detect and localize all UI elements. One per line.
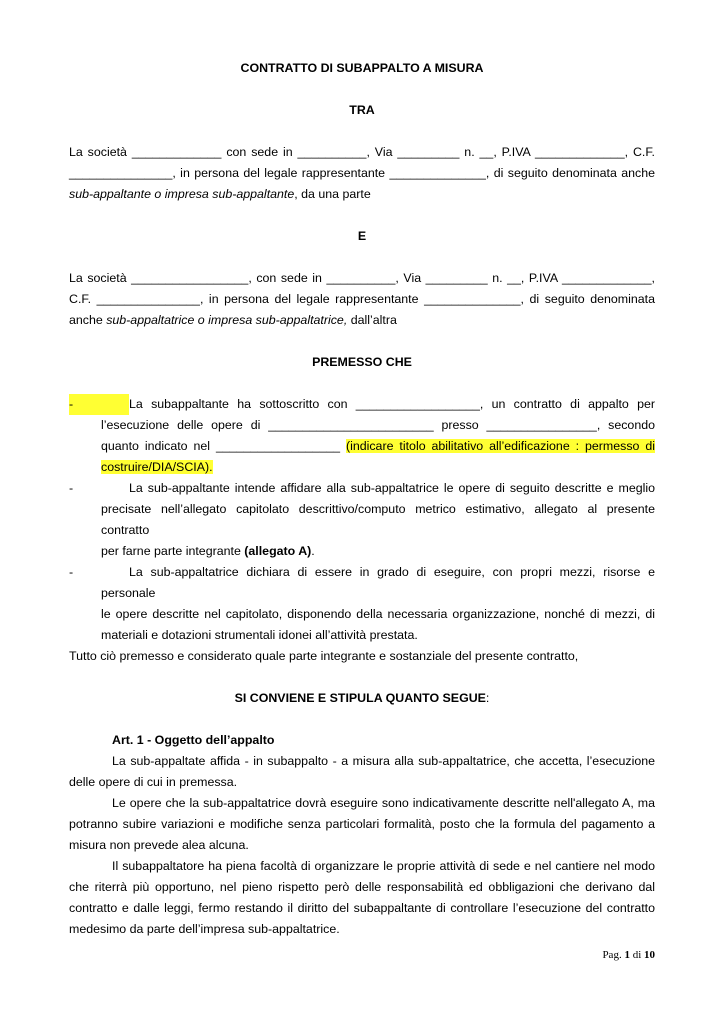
page-number <box>602 949 655 961</box>
art1-p3-line1: Il subappaltatore ha piena facoltà di organizzare le proprie attività di sede e nel cantiere nel modo <box>112 859 655 873</box>
art1-p3-line2: che riterrà più opportuno, nel pieno rispetto però delle responsabilità ed obbligazioni che derivano dal <box>69 880 655 894</box>
conviene-colon: : <box>485 691 490 705</box>
item3-line2: le opere descritte nel capitolato, disponendo della necessaria organizzazione, nonché di mezzi, di <box>101 607 655 621</box>
item2-line3-pre: per farne parte integrante <box>101 544 245 558</box>
allegato-a-ref: (allegato A) <box>244 544 312 558</box>
item1-line1-text: La subappaltante ha sottoscritto con __________________, un contratto di appalto per <box>129 397 655 411</box>
premessa-item-3 <box>69 562 655 646</box>
item3-line3: materiali e dotazioni strumentali idonei all’attività prestata. <box>101 628 418 642</box>
item2-line3 <box>101 541 655 562</box>
current-page: 1 <box>624 949 630 961</box>
premesso-heading: PREMESSO CHE <box>312 355 412 369</box>
art1-p1-line2: delle opere di cui in premessa. <box>69 775 238 789</box>
page-label: Pag. <box>602 949 622 961</box>
party1-line1: La società _____________ con sede in __________, Via _________ n. __, P.IVA _____________, C.F. <box>69 145 655 159</box>
party2-role-italic: sub-appaltatrice o impresa sub-appaltatrice, <box>106 313 348 327</box>
party1-line2: _______________, in persona del legale rappresentante ______________, di seguito denominata anche <box>69 166 655 180</box>
e-heading: E <box>357 229 367 243</box>
list-dash: - <box>69 481 74 495</box>
party2-line3 <box>69 310 655 331</box>
article-1-title: Art. 1 - Oggetto dell’appalto <box>112 733 275 747</box>
item1-line3-pre: quanto indicato nel __________________ <box>101 439 346 453</box>
document-body <box>69 58 655 940</box>
item1-line4 <box>101 457 655 478</box>
party2-line2: C.F. _______________, in persona del legale rappresentante ______________, di seguito denominata <box>69 292 655 306</box>
party1-line3-rest: , da una parte <box>294 187 371 201</box>
premessa-item-2 <box>69 478 655 562</box>
party2-line3-pre: anche <box>69 313 107 327</box>
art1-p2-line1: Le opere che la sub-appaltatrice dovrà eseguire sono indicativamente descritte nell'allegato A, ma <box>112 796 655 810</box>
list-dash: - <box>69 394 129 415</box>
item3-line1: La sub-appaltatrice dichiara di essere in grado di eseguire, con propri mezzi, risorse e personale <box>101 565 655 600</box>
tra-heading: TRA <box>349 103 375 117</box>
art1-p2-line2: potranno subire variazioni e modifiche senza particolari formalità, posto che la formula del pagamento a <box>69 817 655 831</box>
premessa-item-1 <box>69 394 655 478</box>
art1-p3-line4: medesimo da parte dell’impresa sub-appaltatrice. <box>69 922 340 936</box>
conviene-text: SI CONVIENE E STIPULA QUANTO SEGUE <box>234 691 486 705</box>
item2-line1: La sub-appaltante intende affidare alla sub-appaltatrice le opere di seguito descritte e meglio <box>129 481 655 495</box>
total-pages: 10 <box>644 949 655 961</box>
item2-line3-rest: . <box>311 544 315 558</box>
item1-highlight: (indicare titolo abilitativo all’edificazione : permesso di <box>345 439 656 453</box>
party1-role-italic: sub-appaltante o impresa sub-appaltante <box>69 187 295 201</box>
party2-line3-rest: dall’altra <box>347 313 397 327</box>
item1-line2: l’esecuzione delle opere di ________________________ presso ________________, secondo <box>101 418 655 432</box>
party1-line3 <box>69 184 655 205</box>
party-subappaltante <box>69 142 655 205</box>
item2-line2: precisate nell’allegato capitolato descrittivo/computo metrico estimativo, allegato al presente contratto <box>101 502 655 537</box>
art1-p1-line1: La sub-appaltate affida - in subappalto - a misura alla sub-appaltatrice, che accetta, l’esecuzione <box>112 754 655 768</box>
page-of: di <box>632 949 642 961</box>
party2-line1: La società _________________, con sede in __________, Via _________ n. __, P.IVA _____________, <box>69 271 655 285</box>
art1-p2-line3: misura non prevede alea alcuna. <box>69 838 249 852</box>
conviene-heading <box>69 688 655 709</box>
list-dash: - <box>69 565 74 579</box>
item1-highlight-2: costruire/DIA/SCIA). <box>101 460 213 474</box>
art1-p3-line3: contratto e dalle leggi, fermo restando il diritto del subappaltante di controllare l’esecuzione del contratto <box>69 901 655 915</box>
contract-title: CONTRATTO DI SUBAPPALTO A MISURA <box>240 61 484 75</box>
article-1 <box>69 730 655 940</box>
item1-line3 <box>101 436 655 457</box>
premessa-closing: Tutto ciò premesso e considerato quale parte integrante e sostanziale del presente contratto, <box>69 649 579 663</box>
item1-line1 <box>101 394 655 415</box>
party-subappaltatrice <box>69 268 655 331</box>
